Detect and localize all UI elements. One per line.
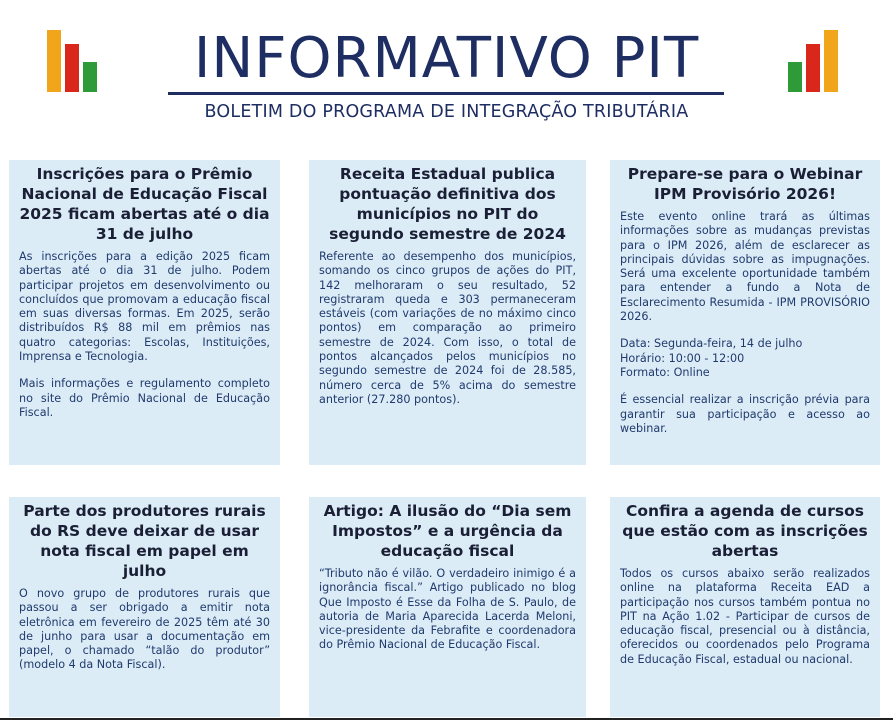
event-format: Formato: Online [620,365,710,379]
bottom-divider [0,718,893,720]
article-title[interactable]: Prepare-se para o Webinar IPM Provisório 2026! [627,165,863,203]
article-paragraph: Mais informações e regulamento completo no site do Prêmio Nacional de Educação Fiscal. [19,377,270,419]
title-underline [168,92,724,95]
event-date: Data: Segunda-feira, 14 de julho [620,337,803,351]
article-title[interactable]: Artigo: A ilusão do “Dia sem Impostos” e a urgência da educação fiscal [323,502,572,560]
article-closing: É essencial realizar a inscrição prévia para garantir sua participação e acesso ao webinar. [620,393,870,435]
article-paragraph: “Tributo não é vilão. O verdadeiro inimigo é a ignorância fiscal.” Artigo publicado no blog Que Imposto é Esse da Folha de S. Paulo, de autoria de Maria Aparecida Lacerda Meloni, vice-presidente da Febrafite e coordenadora do Prêmio Nacional de Educação Fiscal. [319,567,576,652]
article-paragraph: Este evento online trará as últimas informações sobre as mudanças previstas para o IPM 2026, além de esclarecer as principais dúvidas sobre as impugnações. Será uma excelente oportunidade também para entender a fundo a Nota de Esclarecimento Resumida - IPM PROVISÓRIO 2026. [620,210,870,324]
article-card-webinar[interactable] [610,160,880,465]
article-paragraph: As inscrições para a edição 2025 ficam abertas até o dia 31 de julho. Podem participar projetos em desenvolvimento ou concluídos que promovam a educação fiscal em suas diversas formas. Em 2025, serão distribuídos R$ 88 mil em prêmios nas quatro categorias: Escolas, Instituições, Imprensa e Tecnologia. [19,250,270,364]
article-card-pontuacao[interactable] [309,160,586,465]
article-paragraph: O novo grupo de produtores rurais que passou a ser obrigado a emitir nota eletrônica em fevereiro de 2025 têm até 30 de junho para usar a documentação em papel, o chamado “talão do produtor” (modelo 4 da Nota Fiscal). [19,587,270,672]
article-card-premio[interactable] [9,160,280,465]
article-title[interactable]: Inscrições para o Prêmio Nacional de Educação Fiscal 2025 ficam abertas até o dia 31 de julho [19,165,270,243]
article-paragraph: Todos os cursos abaixo serão realizados online na plataforma Receita EAD a participação nos cursos também pontua no PIT na Ação 1.02 - Participar de cursos de educação fiscal, presencial ou à distância, oferecidos ou coordenados pelo Programa de Educação Fiscal, estadual ou nacional. [620,567,870,666]
event-time: Horário: 10:00 - 12:00 [620,351,745,365]
page-subtitle: BOLETIM DO PROGRAMA DE INTEGRAÇÃO TRIBUTÁRIA [204,102,689,122]
article-card-artigo[interactable] [309,497,586,717]
article-title[interactable]: Receita Estadual publica pontuação definitiva dos municípios no PIT do segundo semestre de 2024 [329,165,566,243]
page-title: INFORMATIVO PIT [193,26,700,91]
article-card-produtores[interactable] [9,497,280,717]
article-paragraph: Referente ao desempenho dos municípios, somando os cinco grupos de ações do PIT, 142 melhoraram o seu resultado, 52 registraram queda e 303 permaneceram estáveis (com variações de no máximo cinco pontos) em comparação ao primeiro semestre de 2024. Com isso, o total de pontos alcançados pelos municípios no segundo semestre de 2024 foi de 28.585, número cerca de 5% acima do semestre anterior (27.280 pontos). [319,250,576,406]
article-card-cursos[interactable] [610,497,880,717]
article-title[interactable]: Confira a agenda de cursos que estão com as inscrições abertas [622,502,868,560]
article-title[interactable]: Parte dos produtores rurais do RS deve deixar de usar nota fiscal em papel em julho [23,502,266,580]
